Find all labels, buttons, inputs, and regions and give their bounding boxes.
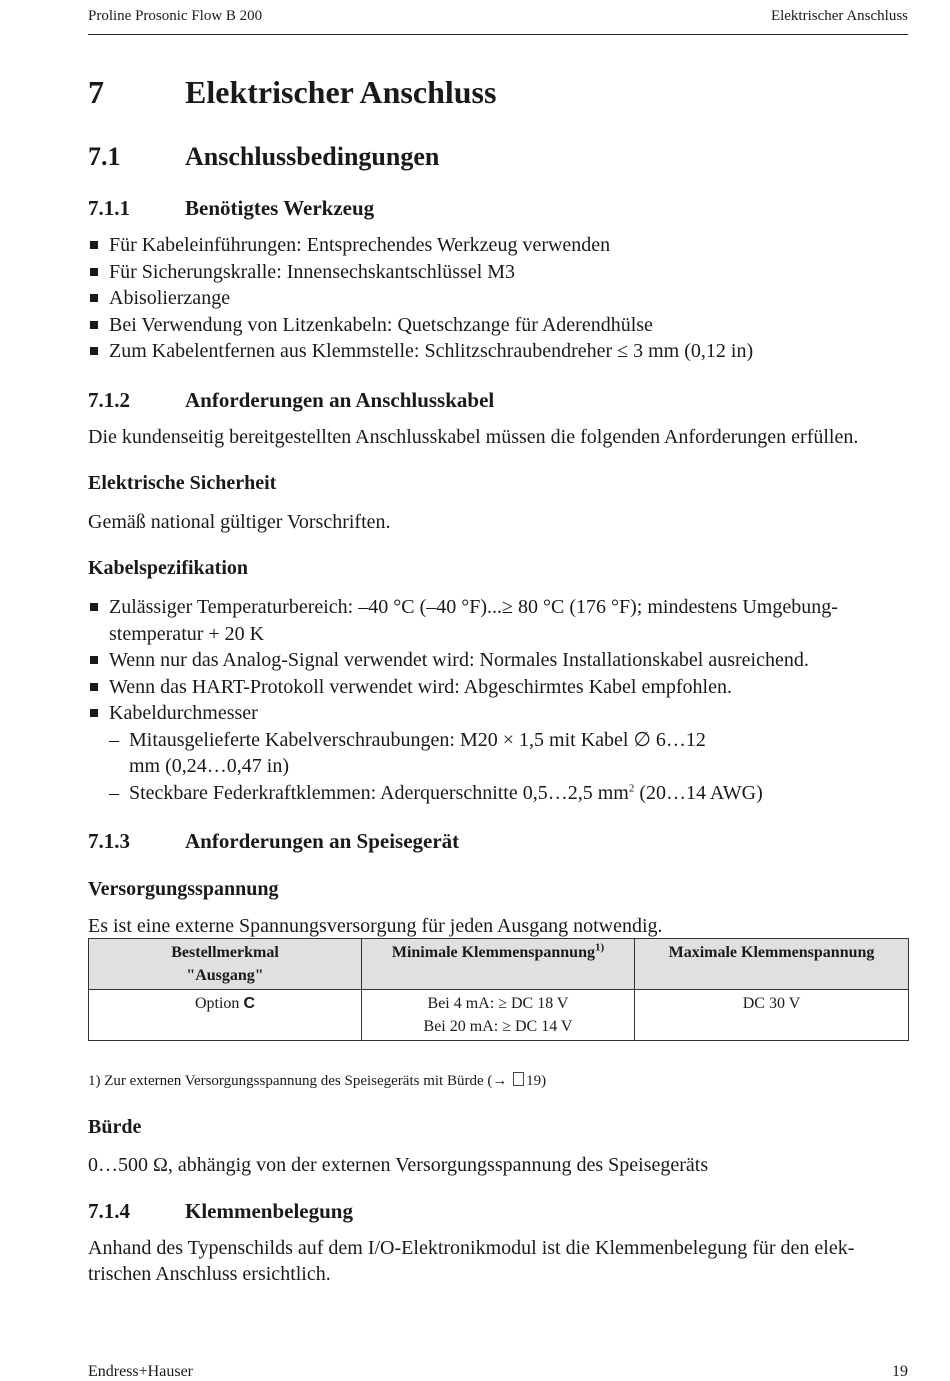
bullet-square-icon xyxy=(90,656,98,664)
dash-bullet: – xyxy=(109,728,119,751)
list-item: Bei Verwendung von Litzenkabeln: Quetschzange für Aderendhülse xyxy=(88,312,908,339)
footer-page-number: 19 xyxy=(892,1363,908,1380)
column-header: Bestellmerkmal "Ausgang" xyxy=(89,939,362,990)
tools-list xyxy=(88,232,908,365)
sub-list-item: – Steckbare Federkraftklemmen: Aderquerschnitte 0,5…2,5 $mm^2$ (20…14 AWG) xyxy=(109,780,908,807)
burden-heading: Bürde xyxy=(88,1116,142,1138)
list-item: Zum Kabelentfernen aus Klemmstelle: Schlitzschraubendreher ≤ 3 mm (0,12 in) xyxy=(88,338,908,365)
supply-voltage-table xyxy=(88,938,909,1041)
subsection-title: Anforderungen an Anschlusskabel xyxy=(185,388,495,412)
list-item: Für Sicherungskralle: Innensechskantschlüssel M3 xyxy=(88,259,908,286)
bullet-square-icon xyxy=(90,683,98,691)
list-item: Zulässiger Temperaturbereich: –40 °C (–40 °F)...≥ 80 °C (176 °F); mindestens Umgebungstemperatur + 20 K xyxy=(88,594,908,647)
bullet-square-icon xyxy=(90,347,98,355)
bullet-square-icon xyxy=(90,603,98,611)
footer-company: Endress+Hauser xyxy=(88,1363,193,1380)
cable-spec-list xyxy=(88,594,908,806)
table-cell: DC 30 V xyxy=(635,990,909,1041)
subsection-title: Anforderungen an Speisegerät xyxy=(185,829,460,853)
dash-bullet: – xyxy=(109,781,119,804)
terminal-text: Anhand des Typenschilds auf dem I/O-Elektronikmodul ist die Klemmenbelegung für den elektrischen Anschluss ersichtlich. xyxy=(88,1237,855,1285)
subsection-title: Benötigtes Werkzeug xyxy=(185,196,375,220)
header-product-name: Proline Prosonic Flow B 200 xyxy=(88,8,263,24)
subsection-title: Klemmenbelegung xyxy=(185,1199,353,1223)
table-cell: Option C xyxy=(89,990,362,1041)
table-header-row xyxy=(89,939,909,990)
list-item: Für Kabeleinführungen: Entsprechendes Werkzeug verwenden xyxy=(88,232,908,259)
cable-intro-text: Die kundenseitig bereitgestellten Anschlusskabel müssen die folgenden Anforderungen erfüllen. xyxy=(88,426,859,448)
list-item: Wenn nur das Analog-Signal verwendet wird: Normales Installationskabel ausreichend. xyxy=(88,647,908,674)
page-reference-icon xyxy=(513,1072,524,1086)
table-footnote: 1) Zur externen Versorgungsspannung des Speisegeräts mit Bürde (→ 19) xyxy=(88,1073,547,1089)
table-cell: Bei 4 mA: ≥ DC 18 V Bei 20 mA: ≥ DC 14 V xyxy=(362,990,635,1041)
subsection-number: 7.1.2 xyxy=(88,388,130,412)
header-section-name: Elektrischer Anschluss xyxy=(770,8,908,24)
list-item: Kabeldurchmesser – Mitausgelieferte Kabelverschraubungen: M20 × 1,5 mit Kabel ∅ 6…12 mm (0,24…0,47 in) – Steckbare Federkraftklemmen: Aderquerschnitte 0,5…2,5 $mm^2$ (20…14 AWG) xyxy=(88,700,908,806)
subsection-number: 7.1.1 xyxy=(88,196,130,220)
supply-voltage-heading: Versorgungsspannung xyxy=(88,878,279,900)
list-item: Abisolierzange xyxy=(88,285,908,312)
bullet-square-icon xyxy=(90,241,98,249)
chapter-title: Elektrischer Anschluss xyxy=(185,74,497,110)
diameter-sublist xyxy=(109,727,908,807)
column-header: Maximale Klemmenspannung xyxy=(635,939,909,990)
sub-list-item: – Mitausgelieferte Kabelverschraubungen: M20 × 1,5 mit Kabel ∅ 6…12 mm (0,24…0,47 in) xyxy=(109,728,706,777)
chapter-number: 7 xyxy=(88,74,104,110)
safety-text: Gemäß national gültiger Vorschriften. xyxy=(88,511,391,533)
bullet-square-icon xyxy=(90,321,98,329)
burden-text: 0…500 Ω, abhängig von der externen Versorgungsspannung des Speisegeräts xyxy=(88,1154,709,1176)
supply-voltage-text: Es ist eine externe Spannungsversorgung für jeden Ausgang notwendig. xyxy=(88,915,663,937)
subsection-number: 7.1.4 xyxy=(88,1199,130,1223)
list-item: Wenn das HART-Protokoll verwendet wird: Abgeschirmtes Kabel empfohlen. xyxy=(88,674,908,701)
cable-spec-heading: Kabelspezifikation xyxy=(88,557,249,579)
bullet-square-icon xyxy=(90,709,98,717)
header-rule xyxy=(88,34,908,35)
safety-heading: Elektrische Sicherheit xyxy=(88,472,277,494)
table-row xyxy=(89,990,909,1041)
column-header: Minimale Klemmenspannung$^{1)}$ xyxy=(362,939,635,990)
bullet-square-icon xyxy=(90,268,98,276)
section-title: Anschlussbedingungen xyxy=(185,142,440,171)
section-number: 7.1 xyxy=(88,142,121,171)
bullet-square-icon xyxy=(90,294,98,302)
subsection-number: 7.1.3 xyxy=(88,829,130,853)
